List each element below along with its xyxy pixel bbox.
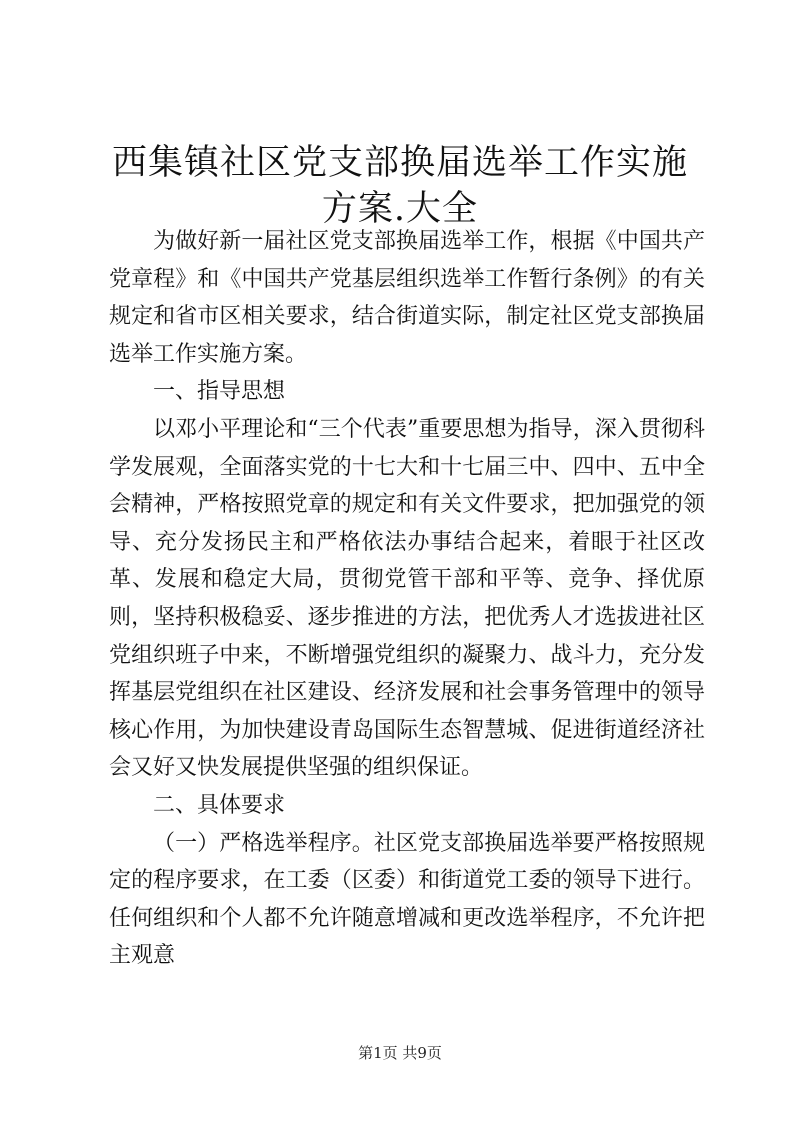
intro-paragraph: 为做好新一届社区党支部换届选举工作，根据《中国共产党章程》和《中国共产党基层组织选举工作暂行条例》的有关规定和省市区相关要求，结合街道实际，制定社区党支部换届选举工作实施方案。 <box>109 229 705 367</box>
section-heading-specific-requirements: 二、具体要求 <box>153 792 286 818</box>
document-body <box>109 223 705 975</box>
section-heading-guiding-ideology: 一、指导思想 <box>153 379 286 405</box>
election-procedure-paragraph: （一）严格选举程序。社区党支部换届选举要严格按照规定的程序要求，在工委（区委）和街道党工委的领导下进行。任何组织和个人都不允许随意增减和更改选举程序，不允许把主观意 <box>109 830 705 969</box>
guiding-ideology-paragraph: 以邓小平理论和“三个代表”重要思想为指导，深入贯彻科学发展观，全面落实党的十七大和十七届三中、四中、五中全会精神，严格按照党章的规定和有关文件要求，把加强党的领导、充分发扬民主和严格依法办事结合起来，着眼于社区改革、发展和稳定大局，贯彻党管干部和平等、竞争、择优原则，坚持积极稳妥、逐步推进的方法，把优秀人才选拔进社区党组织班子中来，不断增强党组织的凝聚力、战斗力，充分发挥基层党组织在社区建设、经济发展和社会事务管理中的领导核心作用，为加快建设青岛国际生态智慧城、促进街道经济社会又好又快发展提供坚强的组织保证。 <box>109 416 705 781</box>
document-title: 西集镇社区党支部换届选举工作实施方案.大全 <box>111 143 688 229</box>
page-number-footer: 第1页 共9页 <box>358 1044 442 1062</box>
